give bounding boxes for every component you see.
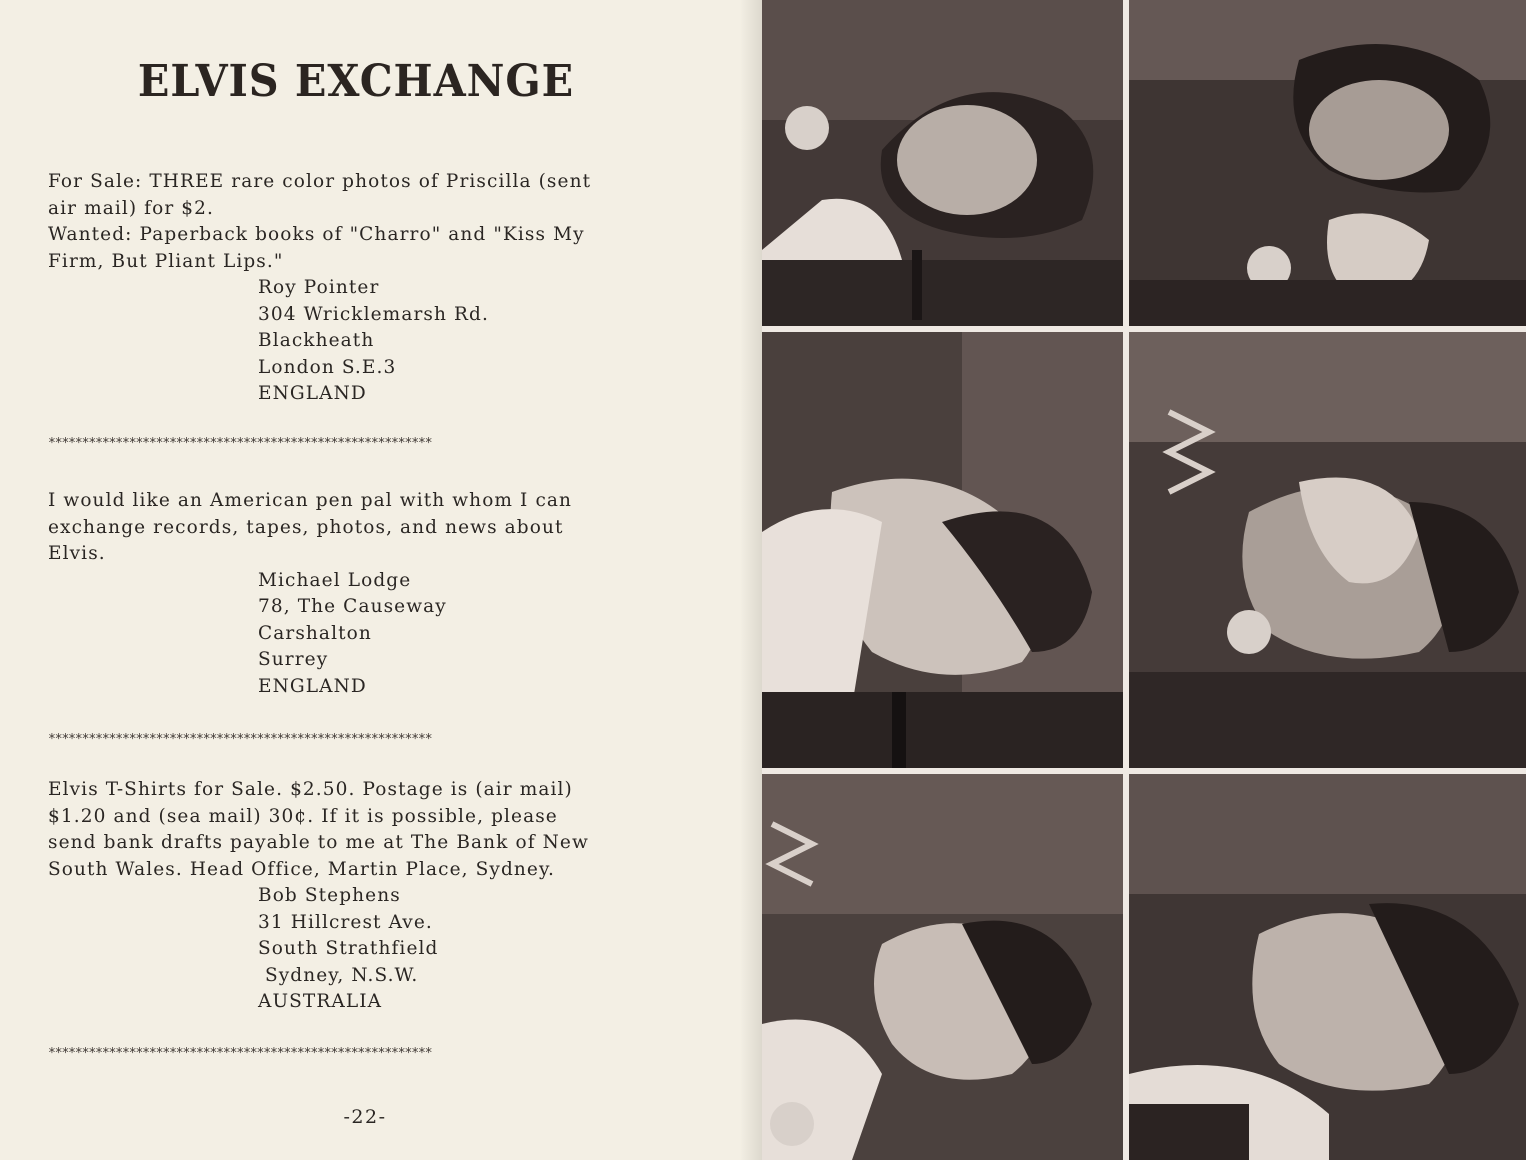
photo-6-image <box>1129 774 1526 1160</box>
ad-text-line: Wanted: Paperback books of "Charro" and "Kiss My <box>48 224 585 245</box>
ad-text-line: Elvis T-Shirts for Sale. $2.50. Postage is (air mail) <box>48 779 573 800</box>
mailing-address <box>258 568 708 701</box>
address-line: AUSTRALIA <box>258 991 383 1012</box>
address-line: 31 Hillcrest Ave. <box>258 911 433 933</box>
photo-2 <box>1129 0 1526 326</box>
ad-bob-stephens <box>48 777 708 1016</box>
ad-text-line: Firm, But Pliant Lips." <box>48 250 284 272</box>
asterisk-separator: ********************************************************* <box>48 1047 432 1061</box>
photo-2-image <box>1129 0 1526 326</box>
page-title: ELVIS EXCHANGE <box>137 56 575 107</box>
address-line: 304 Wricklemarsh Rd. <box>258 303 489 325</box>
address-line: Carshalton <box>258 622 372 644</box>
address-line: Blackheath <box>258 330 375 351</box>
ad-text-line: For Sale: THREE rare color photos of Priscilla (sent <box>48 171 592 192</box>
address-line: ENGLAND <box>258 675 367 697</box>
page-number: -22- <box>343 1106 387 1128</box>
address-line: Sydney, N.S.W. <box>258 964 419 986</box>
photo-3 <box>762 332 1123 768</box>
photo-4-image <box>1129 332 1526 768</box>
photo-1 <box>762 0 1123 326</box>
gutter-shadow <box>740 0 762 1160</box>
address-line: ENGLAND <box>258 383 367 404</box>
address-line: 78, The Causeway <box>258 596 447 617</box>
photo-5 <box>762 774 1123 1160</box>
left-page <box>0 0 762 1160</box>
mailing-address <box>258 883 708 1016</box>
asterisk-separator: ********************************************************* <box>48 437 432 451</box>
ad-text-line: South Wales. Head Office, Martin Place, Sydney. <box>48 858 556 880</box>
ad-text-line: Elvis. <box>48 543 106 564</box>
address-line: South Strathfield <box>258 938 439 959</box>
ad-michael-lodge <box>48 488 708 700</box>
photo-6 <box>1129 774 1526 1160</box>
photo-3-image <box>762 332 1123 768</box>
ad-text-line: send bank drafts payable to me at The Bank of New <box>48 832 589 853</box>
address-line: Bob Stephens <box>258 885 401 906</box>
address-line: London S.E.3 <box>258 356 397 378</box>
asterisk-separator: ********************************************************* <box>48 733 432 747</box>
ad-roy-pointer <box>48 169 708 408</box>
ad-text-line: I would like an American pen pal with whom I can <box>48 490 573 511</box>
photo-5-image <box>762 774 1123 1160</box>
address-line: Surrey <box>258 649 329 670</box>
mailing-address <box>258 275 708 408</box>
photo-4 <box>1129 332 1526 768</box>
right-page-photo-grid <box>762 0 1526 1160</box>
ad-text-line: $1.20 and (sea mail) 30¢. If it is possible, please <box>48 805 558 827</box>
photo-1-image <box>762 0 1123 326</box>
ad-text-line: exchange records, tapes, photos, and news about <box>48 516 564 538</box>
ad-text-line: air mail) for $2. <box>48 197 215 219</box>
address-line: Roy Pointer <box>258 277 380 298</box>
address-line: Michael Lodge <box>258 569 412 591</box>
